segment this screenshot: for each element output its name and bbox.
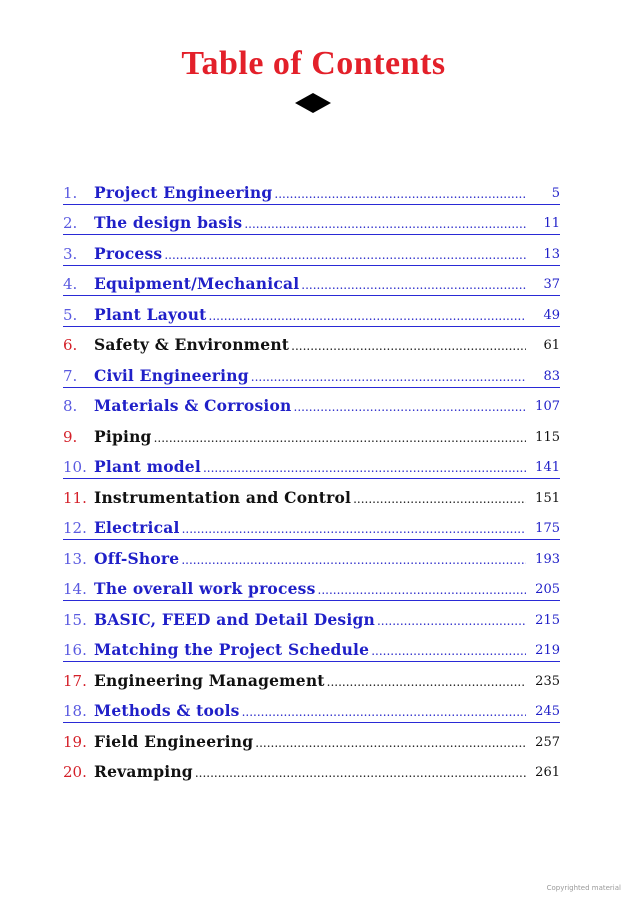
toc-entry-number: 20.	[63, 763, 87, 781]
toc-entry-number: 11.	[63, 488, 87, 507]
toc-entry-title[interactable]: Project Engineering	[94, 182, 273, 202]
toc-entry-number: 13.	[63, 549, 87, 568]
dot-leader	[244, 217, 526, 231]
toc-entry-page-number: 49	[543, 307, 560, 323]
toc-entry-number: 2.	[63, 214, 78, 232]
dot-leader	[353, 492, 526, 506]
toc-entry-page-number: 151	[535, 490, 560, 506]
toc-entry-number: 8.	[63, 397, 78, 415]
toc-entry-title[interactable]: Plant Layout	[94, 304, 207, 324]
toc-entry-page-number: 141	[535, 460, 560, 475]
toc-entry-page-number: 115	[535, 429, 560, 445]
toc-entry-number: 6.	[63, 336, 78, 354]
toc-entry-title[interactable]: Methods & tools	[94, 701, 240, 720]
toc-entry[interactable]	[63, 452, 560, 483]
toc-entry-number: 15.	[63, 610, 87, 629]
toc-entry	[63, 391, 560, 422]
toc-entry-number: 4.	[63, 275, 78, 293]
toc-entry-title[interactable]: Equipment/Mechanical	[94, 274, 300, 293]
toc-entry-number: 14.	[63, 580, 87, 598]
toc-entry-page-number: 61	[543, 338, 560, 353]
toc-entry-page-number: 235	[535, 673, 560, 689]
toc-entry-page-number: 83	[543, 368, 560, 384]
toc-entry	[63, 482, 560, 513]
toc-entry-title: Revamping	[94, 762, 193, 781]
toc-entry-number: 5.	[63, 305, 78, 324]
dot-leader	[242, 705, 526, 719]
diamond-ornament-icon	[295, 93, 331, 113]
toc-entry-title[interactable]: Matching the Project Schedule	[94, 640, 370, 659]
toc-entry-title: Field Engineering	[94, 731, 254, 751]
toc-entry-page-number: 205	[535, 582, 560, 597]
toc-entry	[63, 757, 560, 788]
toc-entry-page-number: 5	[551, 185, 560, 201]
toc-entry	[63, 421, 560, 452]
toc-entry-title[interactable]: Civil Engineering	[94, 365, 249, 385]
toc-entry-title[interactable]: The design basis	[94, 213, 243, 232]
toc-entry-title: Engineering Management	[94, 670, 325, 690]
dot-leader	[251, 370, 526, 384]
toc-entry[interactable]	[63, 299, 560, 330]
toc-entry-title: Materials & Corrosion	[94, 396, 292, 415]
toc-entry-page-number: 11	[543, 216, 560, 231]
toc-entry-page-number: 215	[535, 612, 560, 628]
dot-leader	[291, 339, 526, 353]
toc-entry-page-number: 245	[535, 704, 560, 719]
toc-entry-number: 9.	[63, 427, 78, 446]
toc-entry[interactable]	[63, 360, 560, 391]
toc-entry[interactable]	[63, 574, 560, 605]
dot-leader	[255, 736, 526, 750]
dot-leader	[377, 614, 526, 628]
toc-entry-title: BASIC, FEED and Detail Design	[94, 609, 375, 629]
toc-entry-number: 10.	[63, 458, 87, 476]
dot-leader	[371, 644, 526, 658]
dot-leader	[182, 522, 526, 536]
toc-entry-number: 3.	[63, 244, 78, 263]
dot-leader	[203, 461, 526, 475]
toc-entry-title[interactable]: Process	[94, 243, 163, 263]
toc-entry-page-number: 257	[535, 734, 560, 750]
table-of-contents-list	[63, 177, 560, 787]
toc-entry-number: 12.	[63, 519, 87, 537]
toc-entry-number: 17.	[63, 671, 87, 690]
toc-entry	[63, 330, 560, 361]
toc-entry-title[interactable]: Plant model	[94, 457, 201, 476]
dot-leader	[195, 766, 526, 780]
toc-entry-number: 18.	[63, 702, 87, 720]
toc-entry-number: 19.	[63, 732, 87, 751]
toc-entry[interactable]	[63, 177, 560, 208]
dot-leader	[154, 431, 526, 445]
toc-entry-page-number: 219	[535, 643, 560, 658]
toc-entry-number: 16.	[63, 641, 87, 659]
toc-entry-page-number: 13	[543, 246, 560, 262]
dot-leader	[318, 583, 526, 597]
toc-entry[interactable]	[63, 513, 560, 544]
toc-entry-page-number: 261	[535, 765, 560, 780]
toc-entry-title[interactable]: The overall work process	[94, 579, 316, 598]
copyright-notice: Copyrighted material	[546, 884, 621, 892]
toc-entry[interactable]	[63, 238, 560, 269]
dot-leader	[274, 187, 526, 201]
toc-entry-title: Piping	[94, 426, 152, 446]
dot-leader	[294, 400, 527, 414]
toc-entry-number: 1.	[63, 183, 78, 202]
toc-entry	[63, 604, 560, 635]
dot-leader	[181, 553, 526, 567]
toc-entry-title: Safety & Environment	[94, 335, 290, 354]
toc-entry-title[interactable]: Electrical	[94, 518, 180, 537]
toc-entry	[63, 726, 560, 757]
toc-entry[interactable]	[63, 269, 560, 300]
toc-entry-title: Instrumentation and Control	[94, 487, 352, 507]
toc-entry	[63, 665, 560, 696]
toc-entry[interactable]	[63, 696, 560, 727]
dot-leader	[209, 309, 526, 323]
toc-entry-number: 7.	[63, 366, 78, 385]
dot-leader	[327, 675, 526, 689]
dot-leader	[164, 248, 526, 262]
toc-entry[interactable]	[63, 635, 560, 666]
toc-entry-page-number: 107	[535, 399, 560, 414]
toc-entry	[63, 543, 560, 574]
toc-entry-title: Off-Shore	[94, 548, 180, 568]
page-title: Table of Contents	[181, 45, 446, 82]
toc-entry[interactable]	[63, 208, 560, 239]
toc-entry-page-number: 193	[535, 551, 560, 567]
dot-leader	[301, 278, 526, 292]
toc-entry-page-number: 175	[535, 521, 560, 536]
toc-entry-page-number: 37	[543, 277, 560, 292]
